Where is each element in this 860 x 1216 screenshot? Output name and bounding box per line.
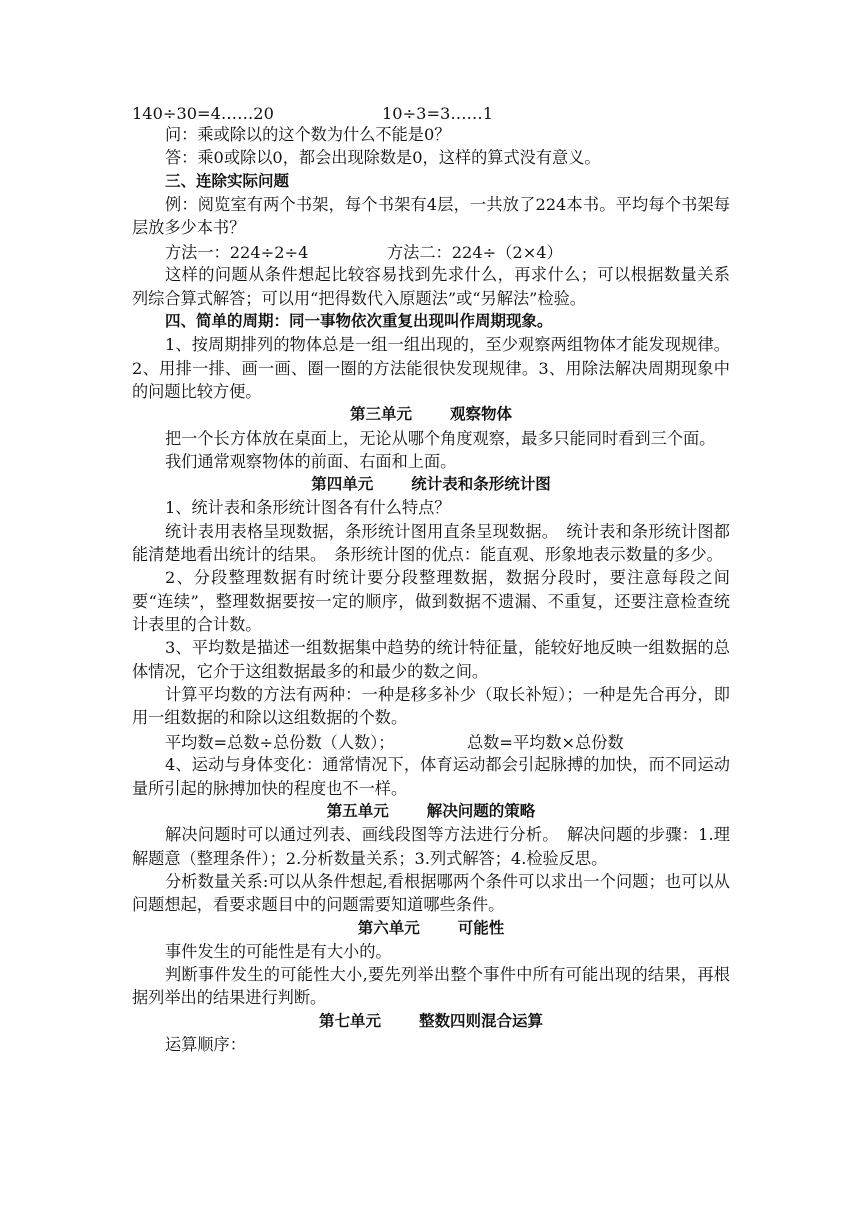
method-two: 方法二：224÷（2×4）: [387, 243, 563, 263]
unit-6-paragraph-2: 判断事件发生的可能性大小,要先列举出整个事件中所有可能出现的结果，再根据列举出的结果进行判断。: [132, 965, 730, 1008]
average-formula: 平均数=总数÷总份数（人数）；: [165, 733, 395, 753]
unit-3-paragraph-1: 把一个长方体放在桌面上，无论从哪个角度观察，最多只能同时看到三个面。: [165, 428, 716, 448]
unit-3-paragraph-2: 我们通常观察物体的前面、右面和上面。: [165, 451, 457, 471]
section-heading-4: 四、简单的周期：同一事物依次重复出现叫作周期现象。: [165, 312, 553, 331]
answer-text: 答：乘0或除以0，都会出现除数是0，这样的算式没有意义。: [165, 148, 601, 168]
method-row: [132, 239, 730, 263]
example-problem: 例：阅览室有两个书架，每个书架有4层，一共放了224本书。平均每个书架每层放多少本书？: [132, 194, 730, 238]
remainder-example-1: 140÷30=4……20: [132, 104, 274, 123]
unit-3-title: 观察物体: [450, 405, 513, 424]
unit-6-title: 可能性: [457, 918, 505, 937]
unit-3-number: 第三单元: [349, 405, 412, 424]
unit-7-heading: [132, 1010, 730, 1033]
remainder-example-2: 10÷3=3……1: [382, 104, 493, 123]
average-formulas: [132, 729, 730, 753]
unit-5-heading: [132, 800, 730, 823]
unit-4-paragraph-2: 统计表用表格呈现数据，条形统计图用直条呈现数据。 统计表和条形统计图都能清楚地看出统计的结果。 条形统计图的优点：能直观、形象地表示数量的多少。: [132, 521, 730, 565]
unit-4-number: 第四单元: [311, 475, 374, 494]
unit-4-title: 统计表和条形统计图: [411, 475, 551, 494]
unit-4-paragraph-4: 3、平均数是描述一组数据集中趋势的统计特征量，能较好地反映一组数据的总体情况，它介于这组数据最多的和最少的数之间。: [132, 638, 730, 681]
unit-4-paragraph-6: 4、运动与身体变化：通常情况下，体育运动都会引起脉搏的加快，而不同运动量所引起的脉搏加快的程度也不一样。: [132, 755, 730, 798]
section-heading-3: 三、连除实际问题: [165, 171, 290, 190]
unit-4-heading: [132, 473, 730, 496]
unit-6-paragraph-1: 事件发生的可能性是有大小的。: [165, 941, 392, 961]
unit-5-paragraph-2: 分析数量关系:可以从条件想起,看根据哪两个条件可以求出一个问题；也可以从问题想起，看要求题目中的问题需要知道哪些条件。: [132, 871, 730, 915]
unit-7-number: 第七单元: [318, 1011, 381, 1030]
unit-5-title: 解决问题的策略: [426, 802, 536, 821]
method-paragraph: 这样的问题从条件想起比较容易找到先求什么，再求什么；可以根据数量关系列综合算式解答；可以用“把得数代入原题法”或“另解法”检验。: [132, 265, 730, 308]
unit-3-heading: [132, 403, 730, 426]
unit-5-number: 第五单元: [326, 802, 389, 821]
question-text: 问：乘或除以的这个数为什么不能是0？: [165, 125, 451, 144]
unit-6-heading: [132, 917, 730, 940]
document-body: [132, 104, 730, 1056]
unit-4-paragraph-5: 计算平均数的方法有两种：一种是移多补少（取长补短）；一种是先合再分，即用一组数据的和除以这组数据的个数。: [132, 684, 730, 728]
cycle-paragraph: 1、按周期排列的物体总是一组一组出现的，至少观察两组物体才能发现规律。2、用排一排、画一画、圈一圈的方法能很快发现规律。3、用除法解决周期现象中的问题比较方便。: [132, 335, 730, 401]
unit-4-paragraph-1: 1、统计表和条形统计图各有什么特点？: [165, 498, 451, 518]
remainder-examples: [132, 104, 730, 123]
unit-7-paragraph-1: 运算顺序：: [165, 1034, 246, 1054]
unit-7-title: 整数四则混合运算: [419, 1011, 544, 1030]
total-formula: 总数=平均数×总份数: [467, 733, 624, 753]
unit-4-paragraph-3: 2、分段整理数据有时统计要分段整理数据，数据分段时，要注意每段之间要“连续”，整理数据要按一定的顺序，做到数据不遗漏、不重复，还要注意检查统计表里的合计数。: [132, 568, 730, 634]
method-one: 方法一：224÷2÷4: [165, 243, 309, 263]
unit-5-paragraph-1: 解决问题时可以通过列表、画线段图等方法进行分析。 解决问题的步骤：1.理解题意（整理条件）；2.分析数量关系；3.列式解答；4.检验反思。: [132, 825, 730, 868]
unit-6-number: 第六单元: [357, 918, 420, 937]
